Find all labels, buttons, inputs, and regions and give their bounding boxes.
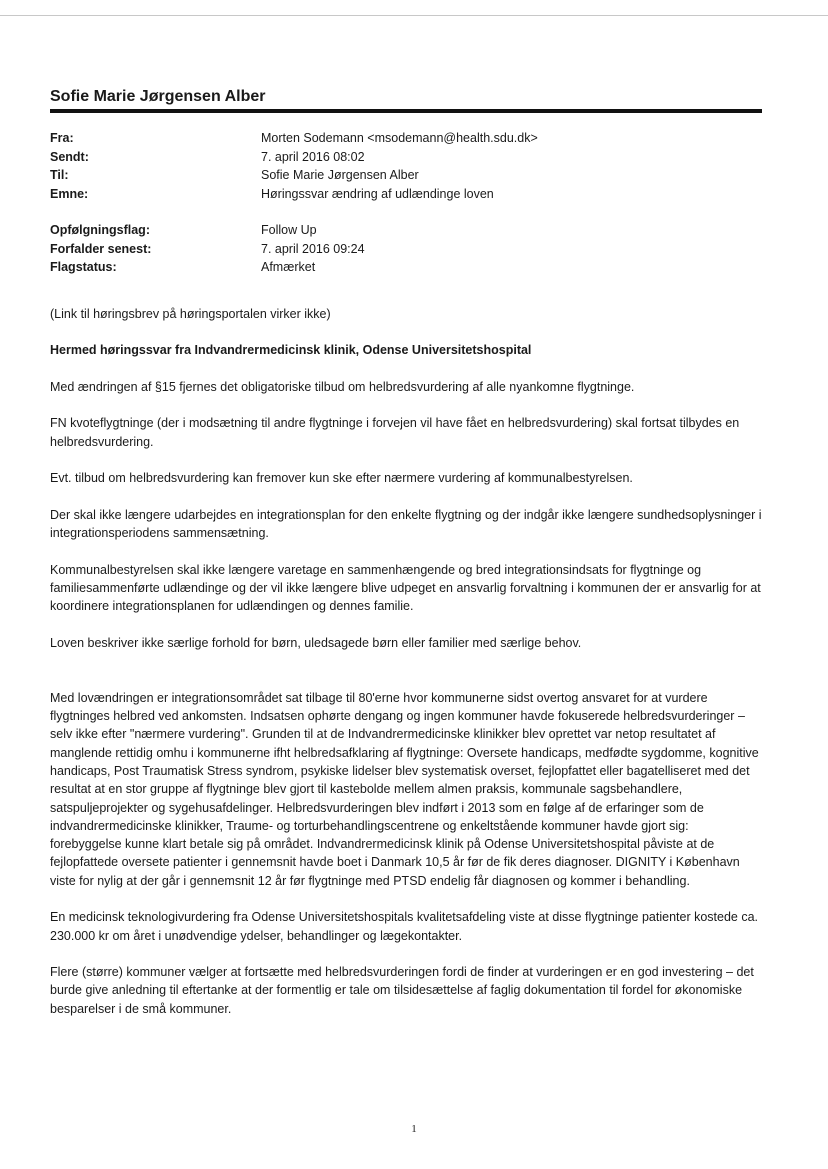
body-paragraph: Der skal ikke længere udarbejdes en integrationsplan for den enkelte flygtning og der indgår ikke længere sundhedsoplysninger i integrationsperiodens sammensætning. <box>50 507 762 541</box>
body-paragraph-link-note: (Link til høringsbrev på høringsportalen virker ikke) <box>50 306 331 321</box>
meta-row-followup-flag <box>50 221 762 240</box>
body-paragraph: Evt. tilbud om helbredsvurdering kan fremover kun ske efter nærmere vurdering af kommunalbestyrelsen. <box>50 471 633 486</box>
page-title: Sofie Marie Jørgensen Alber <box>50 88 266 105</box>
meta-value-to: Sofie Marie Jørgensen Alber <box>261 168 419 182</box>
meta-row-due-by <box>50 240 762 259</box>
meta-row-to <box>50 166 762 185</box>
meta-value-due-by: 7. april 2016 09:24 <box>261 241 365 256</box>
meta-label: Sendt: <box>50 149 89 164</box>
meta-label: Emne: <box>50 186 89 201</box>
meta-value-followup-flag: Follow Up <box>261 223 317 237</box>
meta-row-sent <box>50 148 762 167</box>
email-body <box>50 305 762 1019</box>
body-paragraph-heading: Hermed høringssvar fra Indvandrermedicinsk klinik, Odense Universitetshospital <box>50 343 532 358</box>
body-paragraph: Loven beskriver ikke særlige forhold for børn, uledsagede børn eller familier med særlige behov. <box>50 635 582 650</box>
meta-label: Flagstatus: <box>50 260 117 274</box>
meta-label: Opfølgningsflag: <box>50 223 150 237</box>
body-paragraph: FN kvoteflygtninge (der i modsætning til andre flygtninge i forvejen vil have fået en helbredsvurdering) skal fortsat tilbydes en helbredsvurdering. <box>50 416 740 449</box>
email-metadata <box>50 129 762 277</box>
scan-edge-line <box>0 15 828 16</box>
meta-spacer <box>50 203 762 221</box>
email-printout <box>50 86 762 1036</box>
body-paragraph: Med ændringen af §15 fjernes det obligatoriske tilbud om helbredsvurdering af alle nyankomne flygtninge. <box>50 379 635 394</box>
meta-row-subject <box>50 185 762 204</box>
body-paragraph: En medicinsk teknologivurdering fra Odense Universitetshospitals kvalitetsafdeling viste at disse flygtninge patienter kostede ca. 230.000 kr om året i unødvendige ydelser, behandlinger og lægekontakter. <box>50 910 759 943</box>
meta-value-flag-status: Afmærket <box>261 260 316 274</box>
meta-row-flag-status <box>50 258 762 277</box>
meta-value-subject: Høringssvar ændring af udlændinge loven <box>261 186 494 201</box>
meta-label: Til: <box>50 168 69 182</box>
meta-row-from <box>50 129 762 148</box>
meta-value-from: Morten Sodemann <msodemann@health.sdu.dk> <box>261 131 538 145</box>
meta-label: Forfalder senest: <box>50 241 152 256</box>
meta-label: Fra: <box>50 131 74 145</box>
page-number: 1 <box>411 1123 417 1135</box>
body-paragraph: Flere (større) kommuner vælger at fortsætte med helbredsvurderingen fordi de finder at vurderingen er en god investering – det burde give anledning til eftertanke at der formentlig er tale om tilsidesættelse af faglig dokumentation til fordel for økonomiske besparelser i de små kommuner. <box>50 965 754 1016</box>
title-divider <box>50 109 762 113</box>
body-paragraph: Kommunalbestyrelsen skal ikke længere varetage en sammenhængende og bred integrationsindsats for flygtninge og familiesammenførte udlændinge og der vil ikke længere blive udpeget en ansvarlig forvaltning i kommunen der er ansvarlig for at koordinere integrationsplanen for udlændingen og dennes familie. <box>50 562 761 614</box>
meta-value-sent: 7. april 2016 08:02 <box>261 149 365 164</box>
body-paragraph: Med lovændringen er integrationsområdet sat tilbage til 80'erne hvor kommunerne sidst overtog ansvaret for at vurdere flygtninges helbred ved ankomsten. Indsatsen ophørte dengang og ingen kommuner havde fokuserede helbredsvurderinger – selv ikke efter "nærmere vurdering". Grunden til at de Indvandrermedicinske klinikker blev oprettet var netop resultatet af manglende rettidig omhu i kommunerne ifht helbredsafklaring af flygtninge: Oversete handicaps, medfødte sygdomme, kognitive handicaps, Post Traumatisk Stress syndrom, psykiske lidelser blev systematisk overset, fejlopfattet eller bagatelliseret med det resultat at en stor gruppe af flygtninge blev gjort til kastebolde mellem almen praksis, kommunale sagsbehandlere, satspuljeprojekter og sygehusafdelinger. Helbredsvurderingen blev indført i 2013 som en følge af de erfaringer som de indvandrermedicinske klinikker, Traume- og torturbehandlingscentrene og enkeltstående kommuner havde gjort sig: forebyggelse kunne klart betale sig på området. Indvandrermedicinsk klinik på Odense Universitetshospital påviste at de fejlopfattede oversete patienter i gennemsnit havde boet i Danmark 10,5 år før de fik deres diagnoser. DIGNITY i København viste for nylig at der går i gennemsnit 12 år før flygtninge med PTSD endelig får diagnosen og kommer i behandling. <box>50 690 759 888</box>
